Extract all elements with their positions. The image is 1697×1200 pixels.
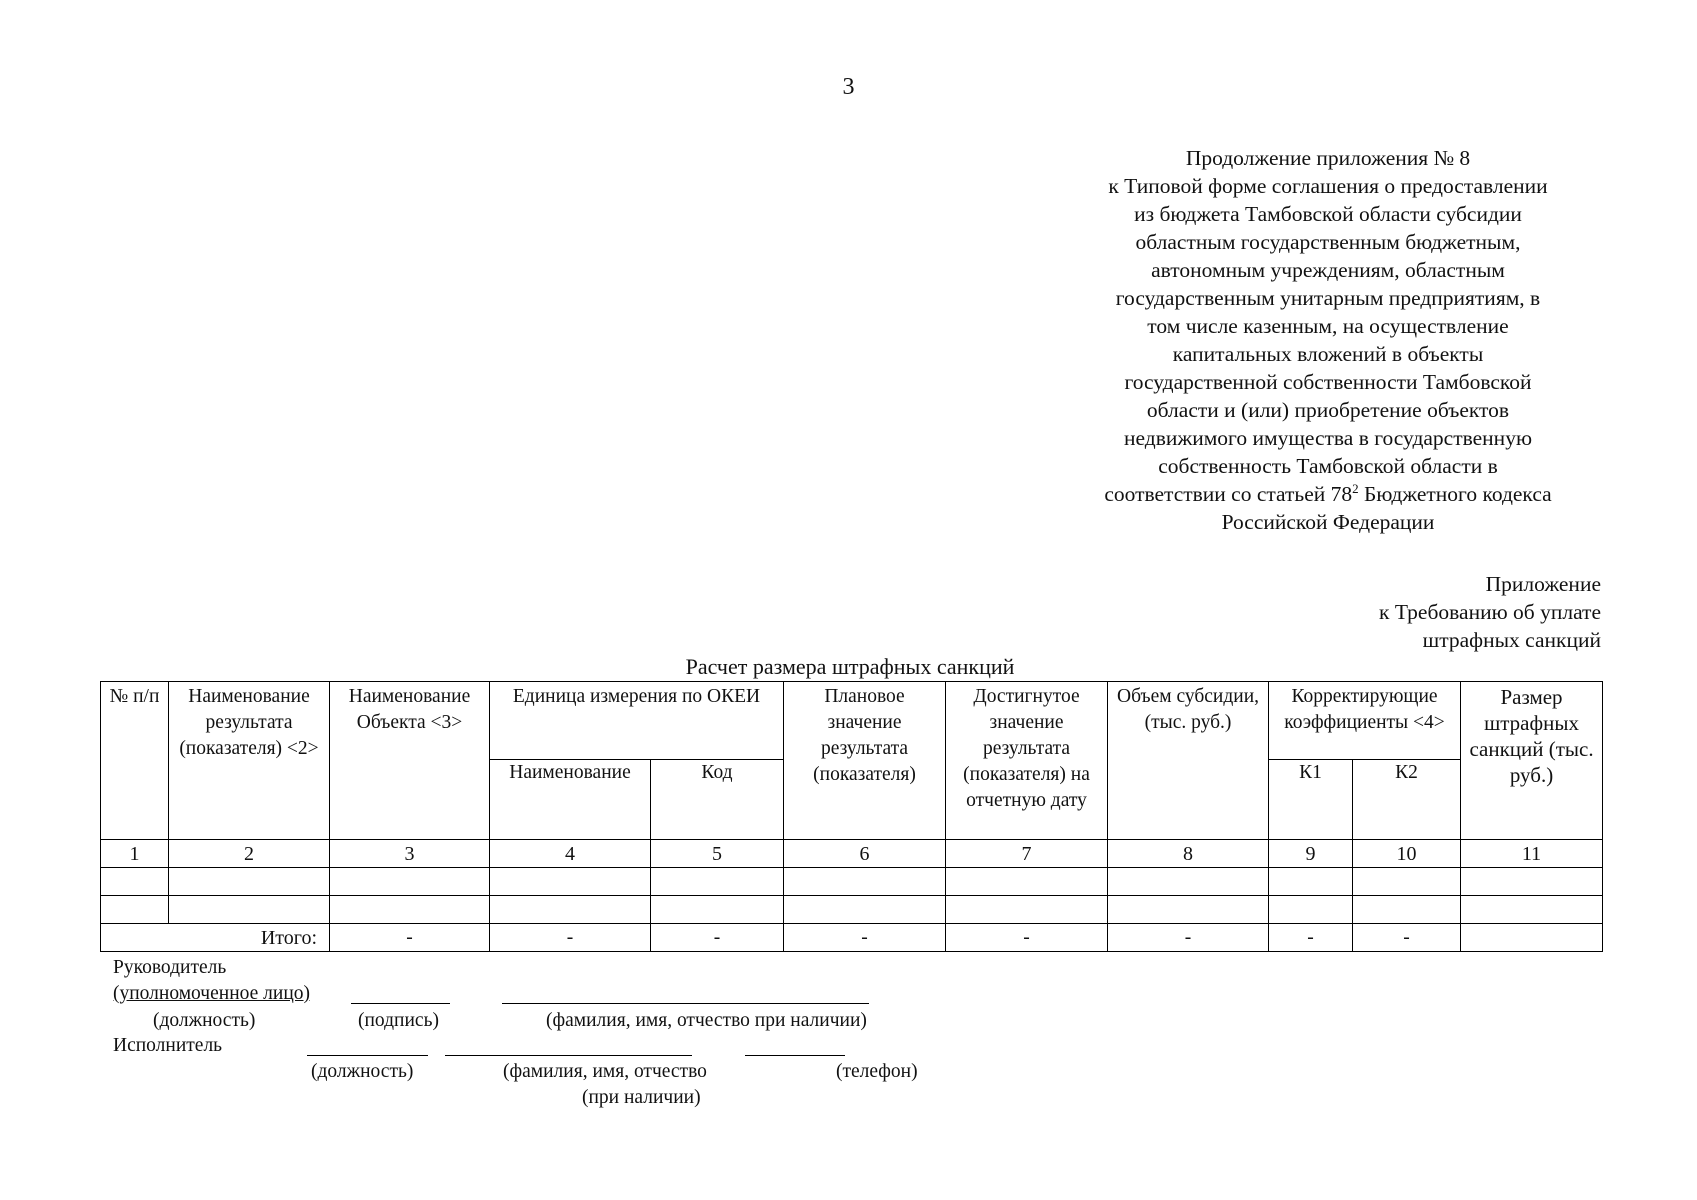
exec-position-line (307, 1055, 428, 1056)
table-cell (1269, 868, 1353, 896)
column-number: 5 (651, 840, 784, 868)
total-cell: - (330, 924, 490, 952)
table-cell (784, 896, 946, 924)
table-cell (651, 896, 784, 924)
appendix-line: Российской Федерации (1221, 510, 1435, 534)
head-fio-caption: (фамилия, имя, отчество при наличии) (546, 1010, 867, 1031)
appendix-line: автономным учреждениям, областным (1151, 258, 1505, 282)
header-num: № п/п (101, 682, 169, 840)
header-unit: Единица измерения по ОКЕИ (490, 682, 784, 760)
appendix-line (1058, 480, 1598, 508)
appendix-line: областным государственным бюджетным, (1135, 230, 1521, 254)
table-cell (101, 868, 169, 896)
total-label: Итого: (101, 924, 330, 952)
appendix-line-part: соответствии со статьей 78 (1104, 482, 1353, 506)
appendix-line-part: Бюджетного кодекса (1358, 482, 1552, 506)
header-achieved: Достигнутое значение результата (показателя) на отчетную дату (946, 682, 1108, 840)
table-cell (101, 896, 169, 924)
column-number: 7 (946, 840, 1108, 868)
table-cell (490, 868, 651, 896)
head-position-caption: (должность) (153, 1010, 256, 1031)
appendix-line: собственность Тамбовской области в (1158, 454, 1498, 478)
table-cell (651, 868, 784, 896)
penalty-calculation-table (100, 681, 1603, 952)
table-cell (330, 896, 490, 924)
header-unit-name: Наименование (490, 760, 651, 840)
exec-position-caption: (должность) (311, 1061, 414, 1082)
column-number-row (101, 840, 1603, 868)
table-cell (946, 896, 1108, 924)
column-number: 1 (101, 840, 169, 868)
header-object-name: Наименование Объекта <3> (330, 682, 490, 840)
attachment-line: штрафных санкций (1422, 628, 1601, 652)
table-cell (169, 896, 330, 924)
table-cell (330, 868, 490, 896)
header-result-name: Наименование результата (показателя) <2> (169, 682, 330, 840)
table-row (101, 896, 1603, 924)
exec-fio-line (445, 1055, 692, 1056)
header-unit-code: Код (651, 760, 784, 840)
table-cell (784, 868, 946, 896)
table-cell (169, 868, 330, 896)
total-cell: - (784, 924, 946, 952)
column-number: 8 (1108, 840, 1269, 868)
appendix-line: государственной собственности Тамбовской (1124, 370, 1532, 394)
exec-phone-caption: (телефон) (836, 1061, 918, 1082)
total-cell: - (1108, 924, 1269, 952)
table-caption: Расчет размера штрафных санкций (685, 654, 1015, 679)
exec-fio-caption: (фамилия, имя, отчество (503, 1061, 707, 1082)
column-number: 11 (1461, 840, 1603, 868)
total-cell: - (490, 924, 651, 952)
page-number: 3 (842, 74, 855, 100)
header-k2: К2 (1353, 760, 1461, 840)
appendix-heading (1058, 144, 1598, 536)
total-row (101, 924, 1603, 952)
header-planned: Плановое значение результата (показателя) (784, 682, 946, 840)
column-number: 4 (490, 840, 651, 868)
total-cell (1461, 924, 1603, 952)
header-subsidy: Объем субсидии, (тыс. руб.) (1108, 682, 1269, 840)
total-cell: - (1353, 924, 1461, 952)
appendix-line: капитальных вложений в объекты (1172, 342, 1484, 366)
executor-label: Исполнитель (113, 1035, 223, 1056)
table-cell (1461, 868, 1603, 896)
appendix-line: государственным унитарным предприятиям, в (1115, 286, 1541, 310)
head-fio-line (502, 1003, 869, 1004)
appendix-line: том числе казенным, на осуществление (1147, 314, 1509, 338)
table-cell (1353, 868, 1461, 896)
table-cell (490, 896, 651, 924)
appendix-line: из бюджета Тамбовской области субсидии (1134, 202, 1522, 226)
appendix-line: области и (или) приобретение объектов (1146, 398, 1510, 422)
table-cell (1108, 896, 1269, 924)
table-cell (1108, 868, 1269, 896)
column-number: 6 (784, 840, 946, 868)
superscript: 2 (1352, 480, 1359, 496)
exec-phone-line (745, 1055, 845, 1056)
attachment-heading (1379, 570, 1601, 654)
appendix-line: Продолжение приложения № 8 (1185, 146, 1471, 170)
table-cell (1461, 896, 1603, 924)
header-coeffs: Корректирующие коэффициенты <4> (1269, 682, 1461, 760)
column-number: 2 (169, 840, 330, 868)
table-cell (1353, 896, 1461, 924)
header-penalty: Размер штрафных санкций (тыс. руб.) (1461, 682, 1603, 840)
head-signature-caption: (подпись) (358, 1010, 439, 1031)
total-cell: - (651, 924, 784, 952)
head-position-line (351, 1003, 450, 1004)
table-cell (946, 868, 1108, 896)
appendix-line: к Типовой форме соглашения о предоставлении (1108, 174, 1548, 198)
column-number: 3 (330, 840, 490, 868)
total-cell: - (1269, 924, 1353, 952)
column-number: 9 (1269, 840, 1353, 868)
total-cell: - (946, 924, 1108, 952)
table-cell (1269, 896, 1353, 924)
head-label: Руководитель (113, 957, 227, 978)
header-k1: К1 (1269, 760, 1353, 840)
table-row (101, 868, 1603, 896)
attachment-line: к Требованию об уплате (1379, 600, 1601, 624)
head-authorized-label: (уполномоченное лицо) (113, 983, 310, 1004)
exec-fio-caption-2: (при наличии) (582, 1087, 701, 1108)
column-number: 10 (1353, 840, 1461, 868)
attachment-line: Приложение (1485, 572, 1601, 596)
appendix-line: недвижимого имущества в государственную (1123, 426, 1533, 450)
